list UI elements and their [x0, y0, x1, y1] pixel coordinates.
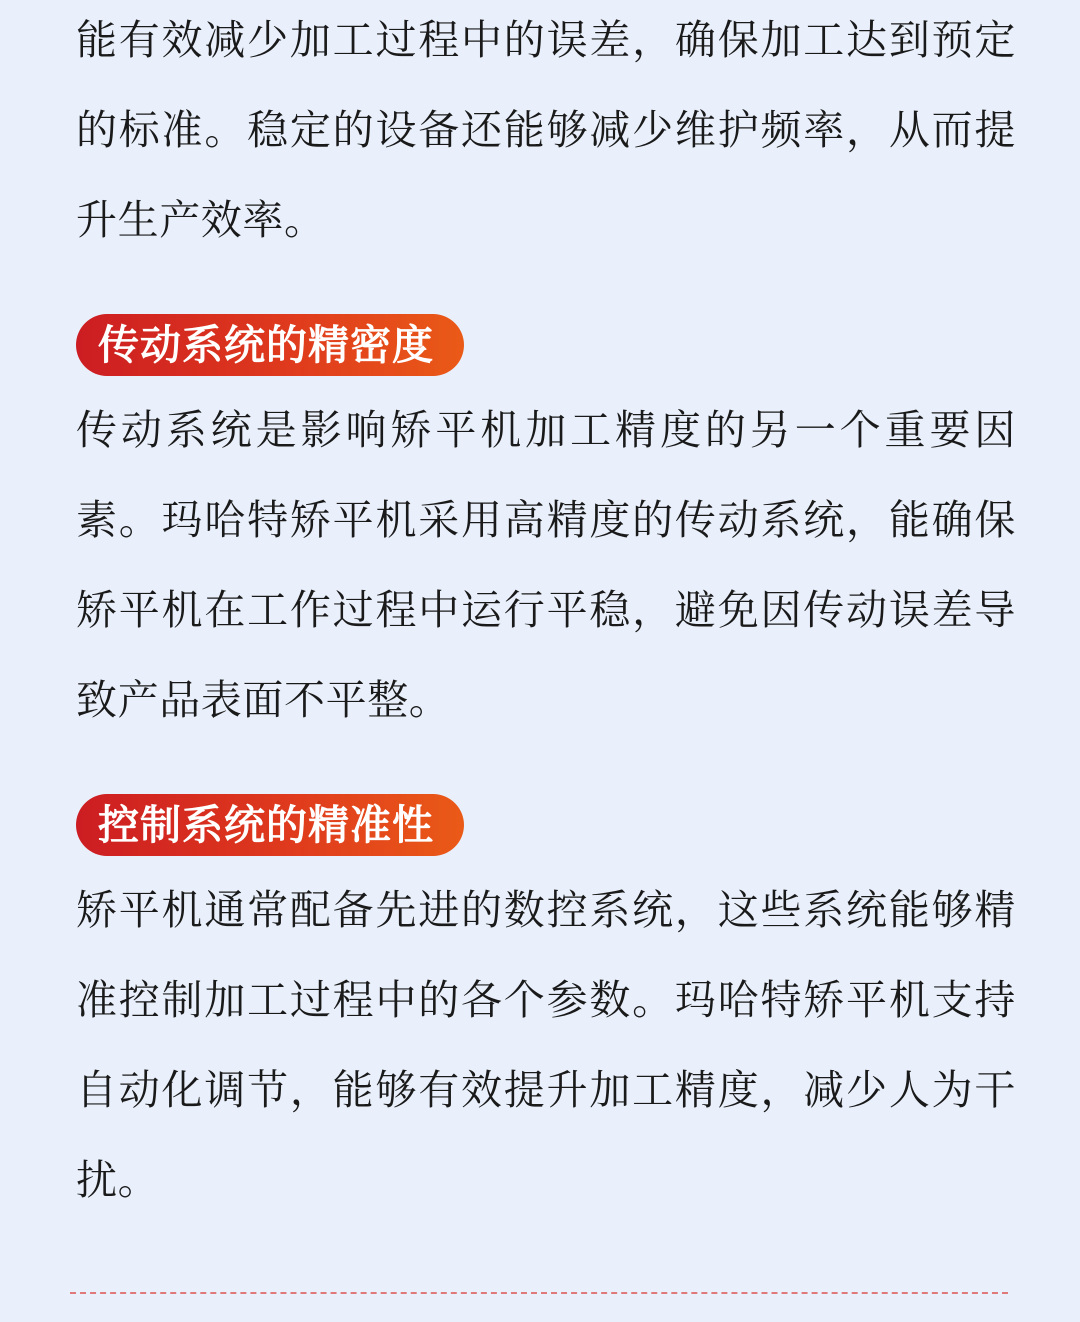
section-heading-control: 控制系统的精准性: [76, 794, 464, 856]
intro-paragraph: 能有效减少加工过程中的误差，确保加工达到预定的标准。稳定的设备还能够减少维护频率，从而提升生产效率。: [76, 16, 1016, 244]
section-heading-transmission: 传动系统的精密度: [76, 314, 464, 376]
dashed-divider: [70, 1292, 1008, 1294]
section-heading-row: [76, 307, 1016, 383]
section-paragraph-control: 矫平机通常配备先进的数控系统，这些系统能够精准控制加工过程中的各个参数。玛哈特矫平机支持自动化调节，能够有效提升加工精度，减少人为干扰。: [76, 886, 1016, 1204]
article-body: [76, 0, 1016, 1225]
section-heading-row: [76, 787, 1016, 863]
section-paragraph-transmission: 传动系统是影响矫平机加工精度的另一个重要因素。玛哈特矫平机采用高精度的传动系统，能确保矫平机在工作过程中运行平稳，避免因传动误差导致产品表面不平整。: [76, 406, 1016, 724]
